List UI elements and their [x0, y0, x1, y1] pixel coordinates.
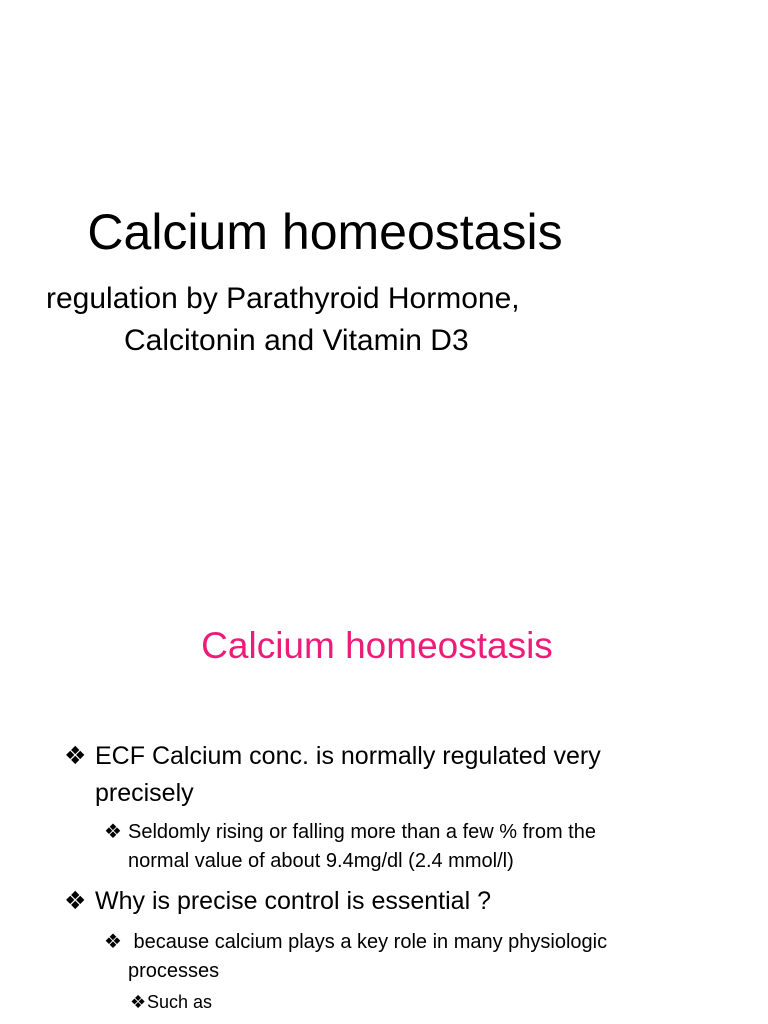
slide-subtitle-line-1: regulation by Parathyroid Hormone,: [46, 282, 520, 315]
bullet-text-line: processes: [128, 960, 220, 982]
diamond-bullet-icon: ❖: [104, 931, 122, 953]
bullet-text-line: precisely: [95, 779, 194, 807]
slide-title: Calcium homeostasis: [87, 204, 563, 260]
diamond-bullet-icon: ❖: [104, 821, 122, 843]
bullet-text-line: Seldomly rising or falling more than a few % from the: [128, 821, 596, 843]
bullet-text-line: Why is precise control is essential ?: [95, 887, 491, 915]
bullet-text-line: Such as: [147, 992, 213, 1012]
diamond-bullet-icon: ❖: [130, 992, 147, 1012]
bullet-text-line: normal value of about 9.4mg/dl (2.4 mmol/l): [128, 850, 514, 872]
diamond-bullet-icon: ❖: [64, 887, 87, 915]
content-slide: [0, 576, 768, 1024]
bullet-text-line: because calcium plays a key role in many physiologic: [128, 931, 608, 953]
bullet-text-line: ECF Calcium conc. is normally regulated very: [95, 742, 601, 770]
slide-subtitle-line-2: Calcitonin and Vitamin D3: [124, 324, 469, 357]
slide-heading: Calcium homeostasis: [201, 625, 553, 666]
diamond-bullet-icon: ❖: [64, 742, 87, 770]
